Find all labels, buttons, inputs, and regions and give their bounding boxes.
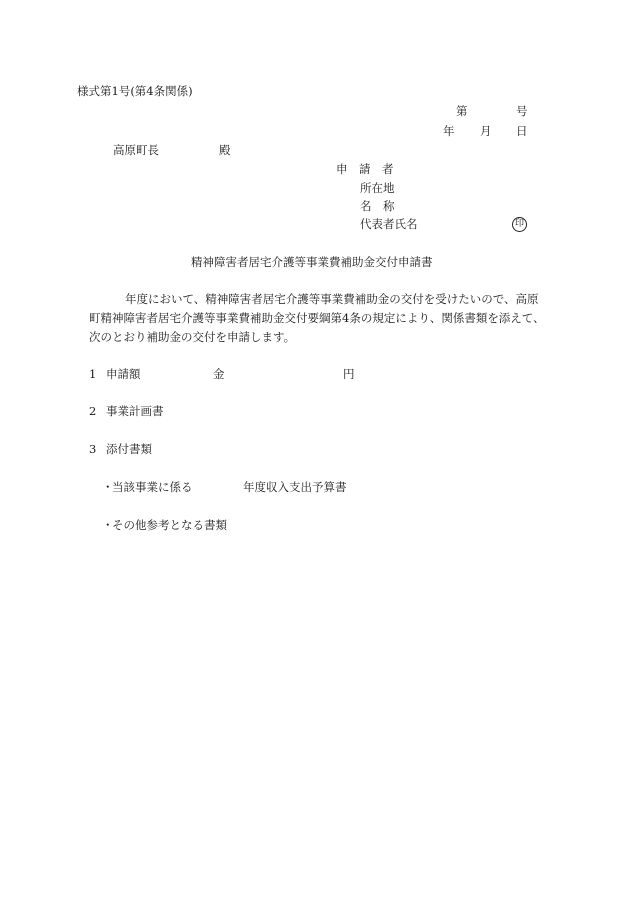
body-line-1: 年度において、精神障害者居宅介護等事業費補助金の交付を受けたいので、高原 — [125, 292, 539, 306]
item-2-number: 2 — [89, 404, 97, 418]
date-month: 月 — [480, 124, 492, 138]
attachment-1-prefix: 当該事業に係る — [112, 480, 193, 494]
item-3-label: 添付書類 — [106, 442, 152, 456]
date-year: 年 — [443, 124, 455, 138]
item-1-label: 申請額 — [106, 367, 141, 381]
document-title: 精神障害者居宅介護等事業費補助金交付申請書 — [191, 255, 433, 269]
attachment-2-bullet: ・ — [102, 518, 114, 532]
item-1-currency-prefix: 金 — [213, 367, 225, 381]
item-2-label: 事業計画書 — [106, 404, 164, 418]
applicant-representative-label: 代表者氏名 — [360, 217, 418, 231]
number-suffix: 号 — [516, 104, 528, 118]
body-line-2: 町精神障害者居宅介護等事業費補助金交付要綱第4条の規定により、関係書類を添えて、 — [89, 311, 545, 325]
addressee-name: 高原町長 — [113, 143, 159, 157]
item-1-number: 1 — [89, 367, 97, 381]
seal-stamp: 印 — [512, 217, 527, 232]
attachment-2-text: その他参考となる書類 — [112, 518, 227, 532]
item-3-number: 3 — [89, 442, 97, 456]
attachment-1-bullet: ・ — [102, 480, 114, 494]
number-prefix: 第 — [456, 104, 468, 118]
applicant-name-label: 名 称 — [360, 199, 395, 213]
applicant-address-label: 所在地 — [360, 181, 395, 195]
form-id: 様式第1号(第4条関係) — [77, 84, 193, 98]
attachment-1-suffix: 年度収入支出予算書 — [243, 480, 347, 494]
applicant-heading: 申 請 者 — [336, 162, 394, 176]
addressee-honorific: 殿 — [219, 143, 231, 157]
date-day: 日 — [516, 124, 528, 138]
item-1-currency-suffix: 円 — [343, 367, 355, 381]
body-line-3: 次のとおり補助金の交付を申請します。 — [89, 330, 296, 344]
